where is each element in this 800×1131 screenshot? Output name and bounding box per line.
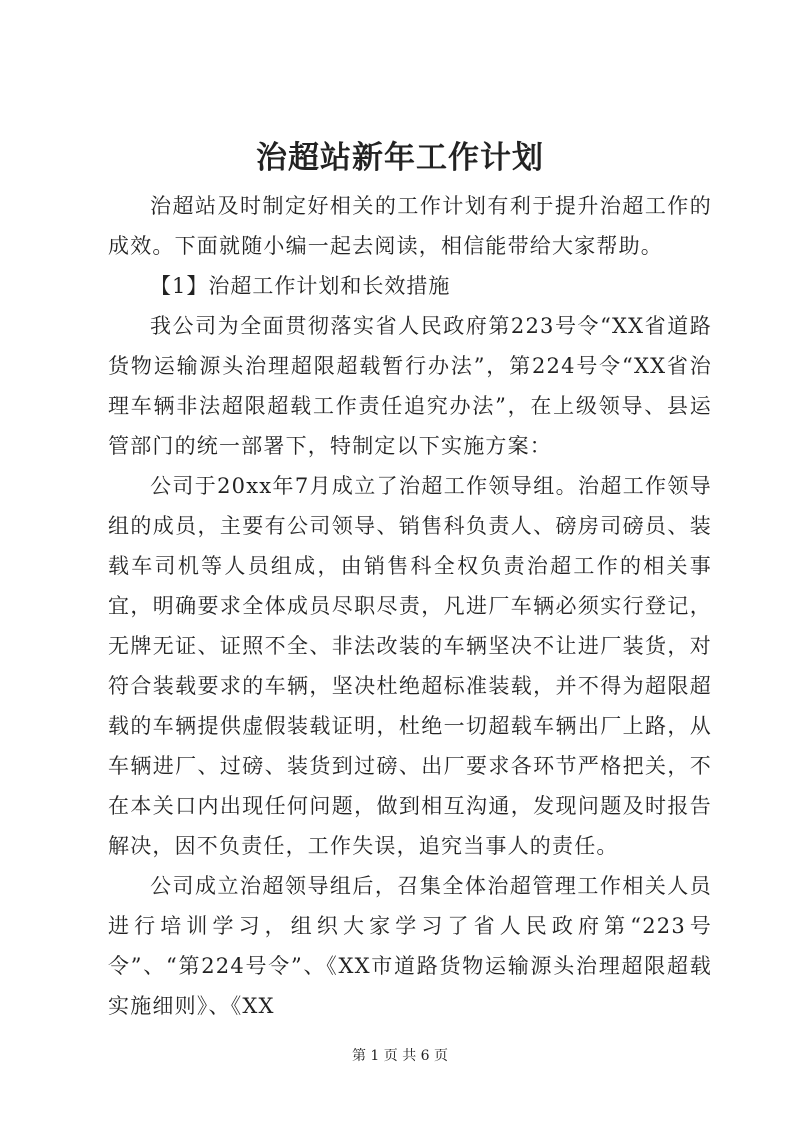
document-title: 治超站新年工作计划 [256, 140, 544, 176]
intro-paragraph: 治超站及时制定好相关的工作计划有利于提升治超工作的成效。下面就随小编一起去阅读，相信能带给大家帮助。 [108, 194, 712, 258]
body-paragraph: 公司成立治超领导组后，召集全体治超管理工作相关人员进行培训学习，组织大家学习了省人民政府第“223号令”、“第224号令”、《XX市道路货物运输源头治理超限超载实施细则》、《XX [108, 874, 712, 1018]
page-footer: 第 1 页 共 6 页 [351, 1048, 449, 1064]
document-body [108, 186, 712, 1026]
body-paragraph: 公司于20xx年7月成立了治超工作领导组。治超工作领导组的成员，主要有公司领导、销售科负责人、磅房司磅员、装载车司机等人员组成，由销售科全权负责治超工作的相关事宜，明确要求全体成员尽职尽责，凡进厂车辆必须实行登记，无牌无证、证照不全、非法改装的车辆坚决不让进厂装货，对符合装载要求的车辆，坚决杜绝超标准装载，并不得为超限超载的车辆提供虚假装载证明，杜绝一切超载车辆出厂上路，从车辆进厂、过磅、装货到过磅、出厂要求各环节严格把关，不在本关口内出现任何问题，做到相互沟通，发现问题及时报告解决，因不负责任，工作失误，追究当事人的责任。 [108, 474, 712, 858]
body-paragraph: 我公司为全面贯彻落实省人民政府第223号令“XX省道路货物运输源头治理超限超载暂行办法”，第224号令“XX省治理车辆非法超限超载工作责任追究办法”，在上级领导、县运管部门的统一部署下，特制定以下实施方案： [108, 314, 712, 458]
section-heading: 【1】治超工作计划和长效措施 [150, 274, 451, 298]
